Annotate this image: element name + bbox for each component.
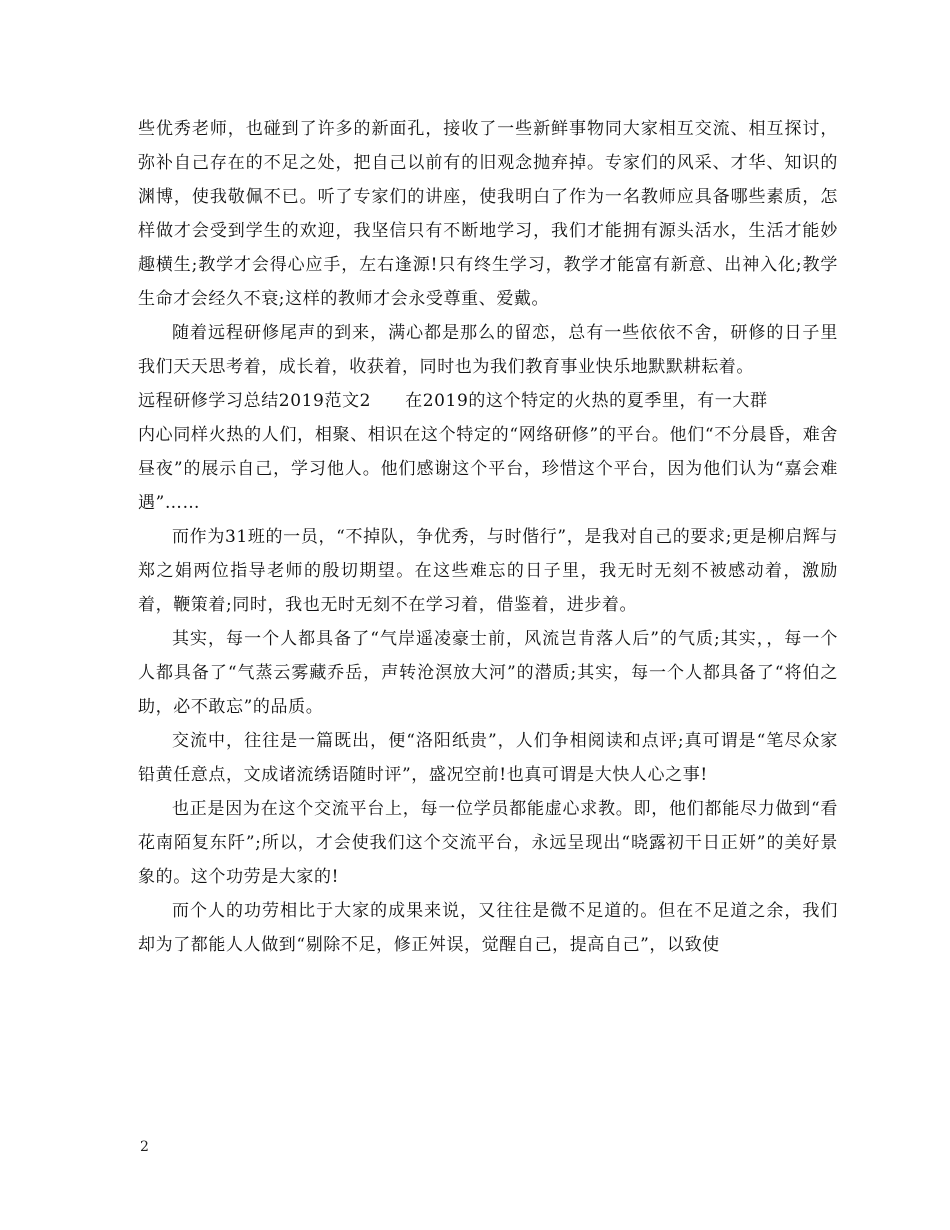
paragraph-2: 随着远程研修尾声的到来，满心都是那么的留恋，总有一些依依不舍，研修的日子里我们天天思考着，成长着，收获着，同时也为我们教育事业快乐地默默耕耘着。: [138, 323, 838, 377]
paragraph-3: 内心同样火热的人们，相聚、相识在这个特定的“网络研修”的平台。他们“不分晨昏，难舍昼夜”的展示自己，学习他人。他们感谢这个平台，珍惜这个平台，因为他们认为“嘉会难遇”……: [138, 425, 838, 513]
document-body: [138, 112, 838, 962]
section-title: 远程研修学习总结2019范文2: [138, 391, 372, 411]
paragraph-5: 其实，每一个人都具备了“气岸遥凌豪士前，风流岂肯落人后”的气质;其实，，每一个人都具备了“气蒸云雾藏乔岳，声转沧溟放大河”的潜质;其实，每一个人都具备了“将伯之助，必不敢忘”的品质。: [138, 629, 838, 717]
paragraph-4: 而作为31班的一员，“不掉队，争优秀，与时偕行”，是我对自己的要求;更是柳启辉与郑之娟两位指导老师的殷切期望。在这些难忘的日子里，我无时无刻不被感动着，激励着，鞭策着;同时，我也无时无刻不在学习着，借鉴着，进步着。: [138, 527, 838, 615]
paragraph-1: 些优秀老师，也碰到了许多的新面孔，接收了一些新鲜事物同大家相互交流、相互探讨，弥补自己存在的不足之处，把自己以前有的旧观念抛弃掉。专家们的风采、才华、知识的渊博，使我敬佩不已。听了专家们的讲座，使我明白了作为一名教师应具备哪些素质，怎样做才会受到学生的欢迎，我坚信只有不断地学习，我们才能拥有源头活水，生活才能妙趣横生;教学才会得心应手，左右逢源!只有终生学习，教学才能富有新意、出神入化;教学生命才会经久不衰;这样的教师才会永受尊重、爱戴。: [138, 119, 838, 309]
section-heading-line: [138, 384, 838, 418]
paragraph-8: 而个人的功劳相比于大家的成果来说，又往往是微不足道的。但在不足道之余，我们却为了都能人人做到“剔除不足，修正舛误，觉醒自己，提高自己”，以致使: [138, 901, 838, 955]
paragraph-7: 也正是因为在这个交流平台上，每一位学员都能虚心求教。即，他们都能尽力做到“看花南陌复东阡”;所以，才会使我们这个交流平台，永远呈现出“晓露初干日正妍”的美好景象的。这个功劳是大家的!: [138, 799, 838, 887]
page-number: 2: [140, 1139, 149, 1155]
paragraph-6: 交流中，往往是一篇既出，便“洛阳纸贵”，人们争相阅读和点评;真可谓是“笔尽众家铅黄任意点，文成诸流绣语随时评”，盛况空前!也真可谓是大快人心之事!: [138, 731, 838, 785]
section-first-line: 在2019的这个特定的火热的夏季里，有一大群: [405, 391, 768, 411]
